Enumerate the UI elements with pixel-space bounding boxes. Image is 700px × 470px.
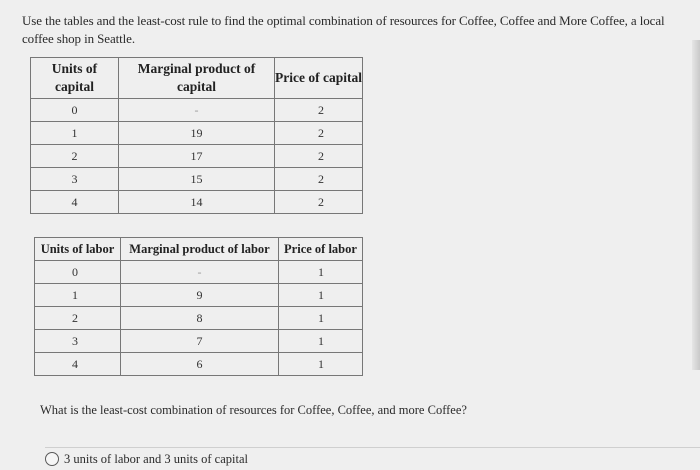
table-cell: 14 (119, 191, 275, 214)
table-row (31, 122, 363, 145)
labor-table-header (35, 238, 363, 261)
table-cell: 19 (119, 122, 275, 145)
labor-table (34, 237, 363, 376)
table-cell: 8 (121, 307, 279, 330)
capital-table-header (31, 58, 363, 99)
question-prompt: Use the tables and the least-cost rule to find the optimal combination of resources for Coffee, Coffee and More Coffee, a local coffee shop in Seattle. (22, 13, 665, 46)
answer-option-label: 3 units of labor and 3 units of capital (64, 451, 248, 466)
table-row (35, 353, 363, 376)
table-cell: 2 (275, 122, 363, 145)
header-units-of-labor: Units of labor (35, 238, 121, 261)
table-cell: 1 (279, 353, 363, 376)
table-row (35, 330, 363, 353)
table-cell: 2 (275, 168, 363, 191)
table-cell: 1 (279, 307, 363, 330)
table-cell: 0 (31, 99, 119, 122)
table-cell: - (119, 99, 275, 122)
table-cell: 3 (35, 330, 121, 353)
table-cell: 1 (35, 284, 121, 307)
table-row (35, 261, 363, 284)
header-units-of-capital: Units of capital (31, 58, 119, 99)
table-cell: 0 (35, 261, 121, 284)
table-cell: 4 (35, 353, 121, 376)
table-cell: 1 (279, 330, 363, 353)
table-cell: 1 (279, 261, 363, 284)
radio-button[interactable] (45, 452, 59, 466)
table-cell: 6 (121, 353, 279, 376)
table-cell: 4 (31, 191, 119, 214)
table-cell: - (121, 261, 279, 284)
answer-option[interactable] (45, 447, 700, 470)
header-marginal-product-of-labor: Marginal product of labor (121, 238, 279, 261)
table-cell: 2 (275, 191, 363, 214)
table-cell: 2 (31, 145, 119, 168)
table-cell: 1 (31, 122, 119, 145)
table-cell: 2 (275, 99, 363, 122)
table-row (31, 191, 363, 214)
table-cell: 17 (119, 145, 275, 168)
question-text: What is the least-cost combination of resources for Coffee, Coffee, and more Coffee? (40, 403, 467, 417)
table-row (31, 168, 363, 191)
table-row (35, 284, 363, 307)
header-price-of-labor: Price of labor (279, 238, 363, 261)
capital-table (30, 57, 363, 214)
table-cell: 7 (121, 330, 279, 353)
header-price-of-capital: Price of capital (275, 58, 363, 99)
table-cell: 2 (35, 307, 121, 330)
table-cell: 3 (31, 168, 119, 191)
table-row (35, 307, 363, 330)
table-cell: 9 (121, 284, 279, 307)
table-row (31, 145, 363, 168)
header-marginal-product-of-capital: Marginal product of capital (119, 58, 275, 99)
table-cell: 1 (279, 284, 363, 307)
page-edge-shadow (692, 40, 700, 370)
table-cell: 15 (119, 168, 275, 191)
table-row (31, 99, 363, 122)
table-cell: 2 (275, 145, 363, 168)
